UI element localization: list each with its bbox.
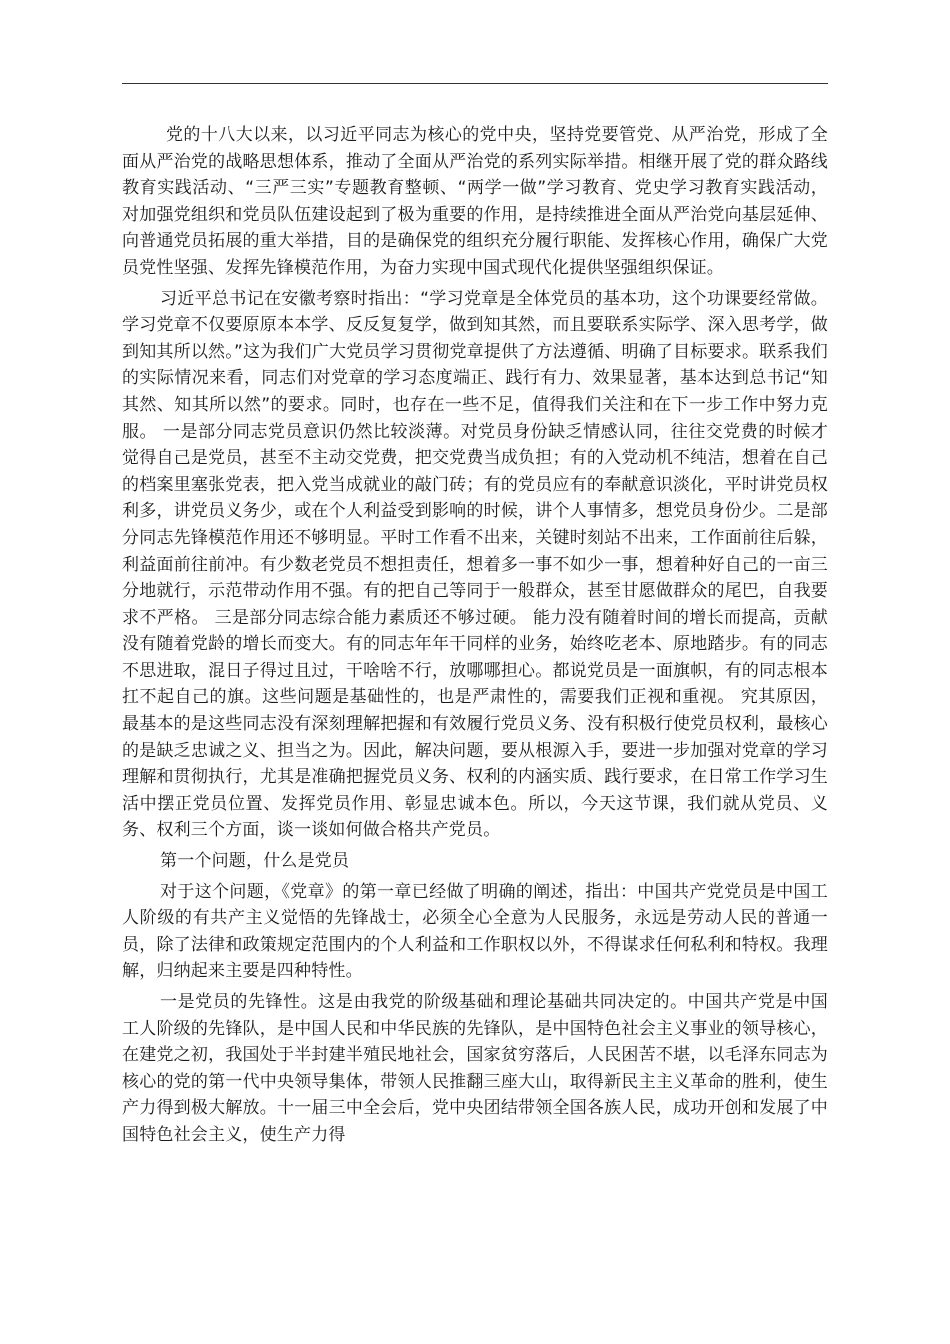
paragraph-definition: 对于这个问题，《党章》的第一章已经做了明确的阐述，指出：中国共产党党员是中国工人阶级的有共产主义觉悟的先锋战士，必须全心全意为人民服务，永远是劳动人民的普通一员，除了法律和政策规定范围内的个人利益和工作职权以外，不得谋求任何私利和特权。我理解，归纳起来主要是四种特性。 (122, 881, 828, 982)
document-body (122, 122, 828, 1153)
header-rule (122, 83, 828, 84)
section-heading: 第一个问题，什么是党员 (160, 851, 350, 872)
paragraph-intro: 党的十八大以来，以习近平同志为核心的党中央，坚持党要管党、从严治党，形成了全面从严治党的战略思想体系，推动了全面从严治党的系列实际举措。相继开展了党的群众路线教育实践活动、“三严三实”专题教育整顿、“两学一做”学习教育、党史学习教育实践活动，对加强党组织和党员队伍建设起到了极为重要的作用，是持续推进全面从严治党向基层延伸、向普通党员拓展的重大举措，目的是确保党的组织充分履行职能、发挥核心作用，确保广大党员党性坚强、发挥先锋模范作用，为奋力实现中国式现代化提供坚强组织保证。 (122, 125, 828, 278)
paragraph-problems: 习近平总书记在安徽考察时指出：“学习党章是全体党员的基本功，这个功课要经常做。学习党章不仅要原原本本学、反反复复学，做到知其然，而且要联系实际学、深入思考学，做到知其所以然。”这为我们广大党员学习贯彻党章提供了方法遵循、明确了目标要求。联系我们的实际情况来看，同志们对党章的学习态度端正、践行有力、效果显著，基本达到总书记“知其然、知其所以然”的要求。同时，也存在一些不足，值得我们关注和在下一步工作中努力克服。 一是部分同志党员意识仍然比较淡薄。对党员身份缺乏情感认同，往往交党费的时候才觉得自己是党员，甚至不主动交党费，把交党费当成负担；有的入党动机不纯洁，想着在自己的档案里塞张党表，把入党当成就业的敲门砖；有的党员应有的奉献意识淡化，平时讲党员权利多，讲党员义务少，或在个人利益受到影响的时候，讲个人事情多，想党员身份少。二是部分同志先锋模范作用还不够明显。平时工作看不出来，关键时刻站不出来，工作面前往后躲，利益面前往前冲。有少数老党员不想担责任，想着多一事不如少一事，想着种好自己的一亩三分地就行，示范带动作用不强。有的把自己等同于一般群众，甚至甘愿做群众的尾巴，自我要求不严格。 三是部分同志综合能力素质还不够过硬。 能力没有随着时间的增长而提高，贡献没有随着党龄的增长而变大。有的同志年年干同样的业务，始终吃老本、原地踏步。有的同志不思进取，混日子得过且过，干啥啥不行，放哪哪担心。都说党员是一面旗帜，有的同志根本扛不起自己的旗。这些问题是基础性的，也是严肃性的，需要我们正视和重视。 究其原因，最基本的是这些同志没有深刻理解把握和有效履行党员义务、没有积极行使党员权利，最核心的是缺乏忠诚之义、担当之为。因此，解决问题，要从根源入手，要进一步加强对党章的学习理解和贯彻执行，尤其是准确把握党员义务、权利的内涵实质、践行要求，在日常工作学习生活中摆正党员位置、发挥党员作用、彰显忠诚本色。所以，今天这节课，我们就从党员、义务、权利三个方面，谈一谈如何做合格共产党员。 (122, 288, 828, 841)
paragraph-vanguard: 一是党员的先锋性。这是由我党的阶级基础和理论基础共同决定的。中国共产党是中国工人阶级的先锋队，是中国人民和中华民族的先锋队，是中国特色社会主义事业的领导核心，在建党之初，我国处于半封建半殖民地社会，国家贫穷落后，人民困苦不堪，以毛泽东同志为核心的党的第一代中央领导集体，带领人民推翻三座大山，取得新民主主义革命的胜利，使生产力得到极大解放。十一届三中全会后，党中央团结带领全国各族人民，成功开创和发展了中国特色社会主义，使生产力得 (122, 992, 828, 1145)
